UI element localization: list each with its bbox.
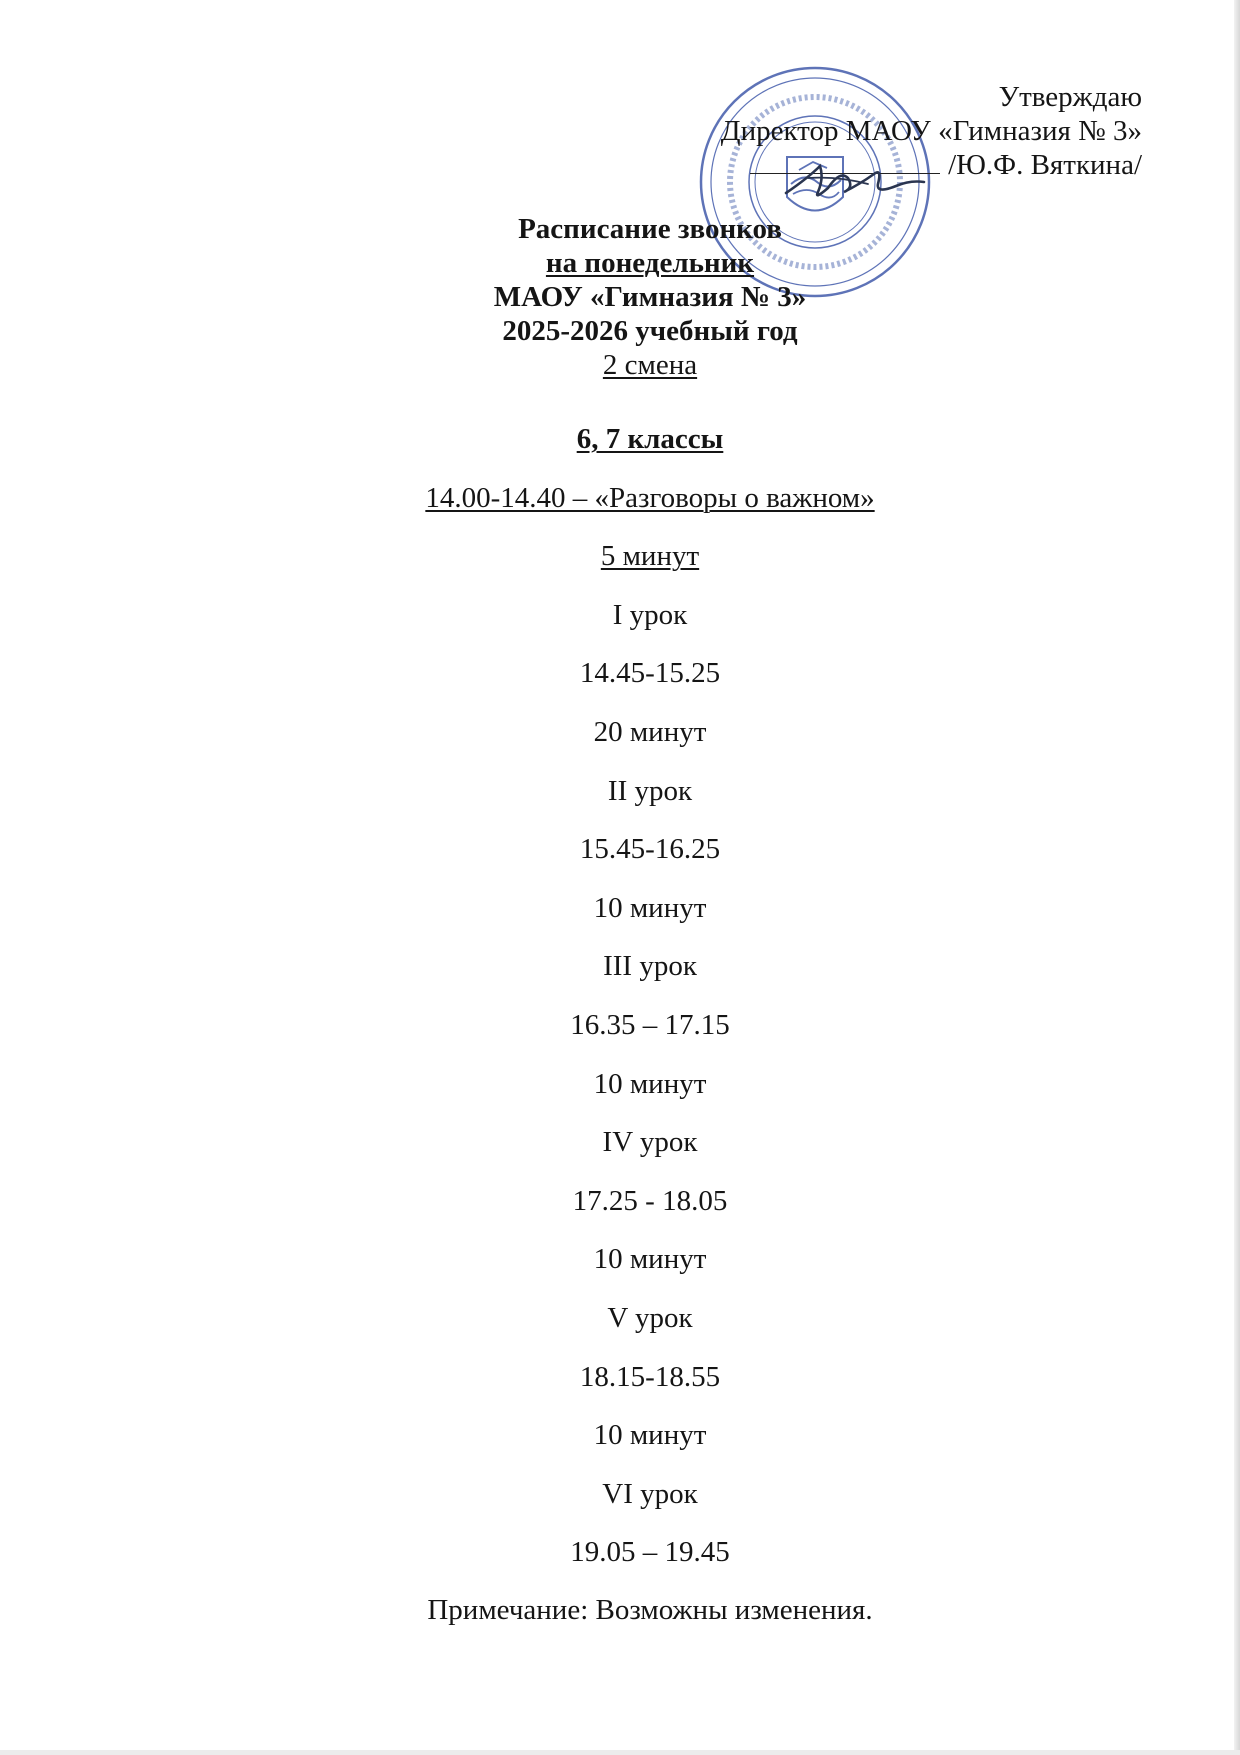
schedule-row: 10 минут bbox=[593, 1067, 707, 1100]
schedule-row: 19.05 – 19.45 bbox=[570, 1536, 730, 1569]
handwritten-signature bbox=[778, 148, 928, 208]
schedule-row: 14.00-14.40 – «Разговоры о важном» bbox=[425, 481, 875, 514]
schedule-row: V урок bbox=[607, 1301, 693, 1334]
schedule-row: I урок bbox=[612, 598, 688, 631]
schedule-row: 10 минут bbox=[593, 1419, 707, 1452]
approval-label: Утверждаю bbox=[998, 81, 1142, 113]
scan-edge-shadow bbox=[1234, 0, 1240, 1755]
schedule-row: IV урок bbox=[602, 1126, 698, 1159]
schedule-row: 15.45-16.25 bbox=[579, 833, 721, 866]
schedule-row: II урок bbox=[607, 774, 693, 807]
schedule-row: 17.25 - 18.05 bbox=[572, 1184, 728, 1217]
schedule-row: III урок bbox=[603, 950, 697, 983]
note-text: Примечание: Возможны изменения. bbox=[427, 1594, 873, 1626]
schedule-row: 5 минут bbox=[600, 540, 700, 573]
classes-label: 6, 7 классы bbox=[576, 423, 724, 455]
schedule-day: на понедельник bbox=[545, 247, 755, 279]
schedule-row: 18.15-18.55 bbox=[579, 1360, 721, 1393]
schedule-row: 10 минут bbox=[593, 891, 707, 924]
schedule-row: 14.45-15.25 bbox=[579, 657, 721, 690]
academic-year: 2025-2026 учебный год bbox=[502, 315, 798, 347]
shift-label: 2 смена bbox=[602, 349, 698, 381]
schedule-title: Расписание звонков bbox=[518, 213, 782, 245]
bell-schedule bbox=[0, 410, 1240, 1582]
scan-edge-bottom bbox=[0, 1750, 1240, 1755]
schedule-row: 16.35 – 17.15 bbox=[570, 1008, 730, 1041]
director-position: Директор МАОУ «Гимназия № 3» bbox=[720, 115, 1142, 147]
schedule-row: VI урок bbox=[602, 1477, 698, 1510]
schedule-header bbox=[0, 212, 1240, 382]
schedule-row: 10 минут bbox=[593, 1243, 707, 1276]
schedule-row: 20 минут bbox=[593, 715, 707, 748]
school-name: МАОУ «Гимназия № 3» bbox=[493, 281, 807, 313]
director-name: /Ю.Ф. Вяткина/ bbox=[948, 149, 1142, 181]
